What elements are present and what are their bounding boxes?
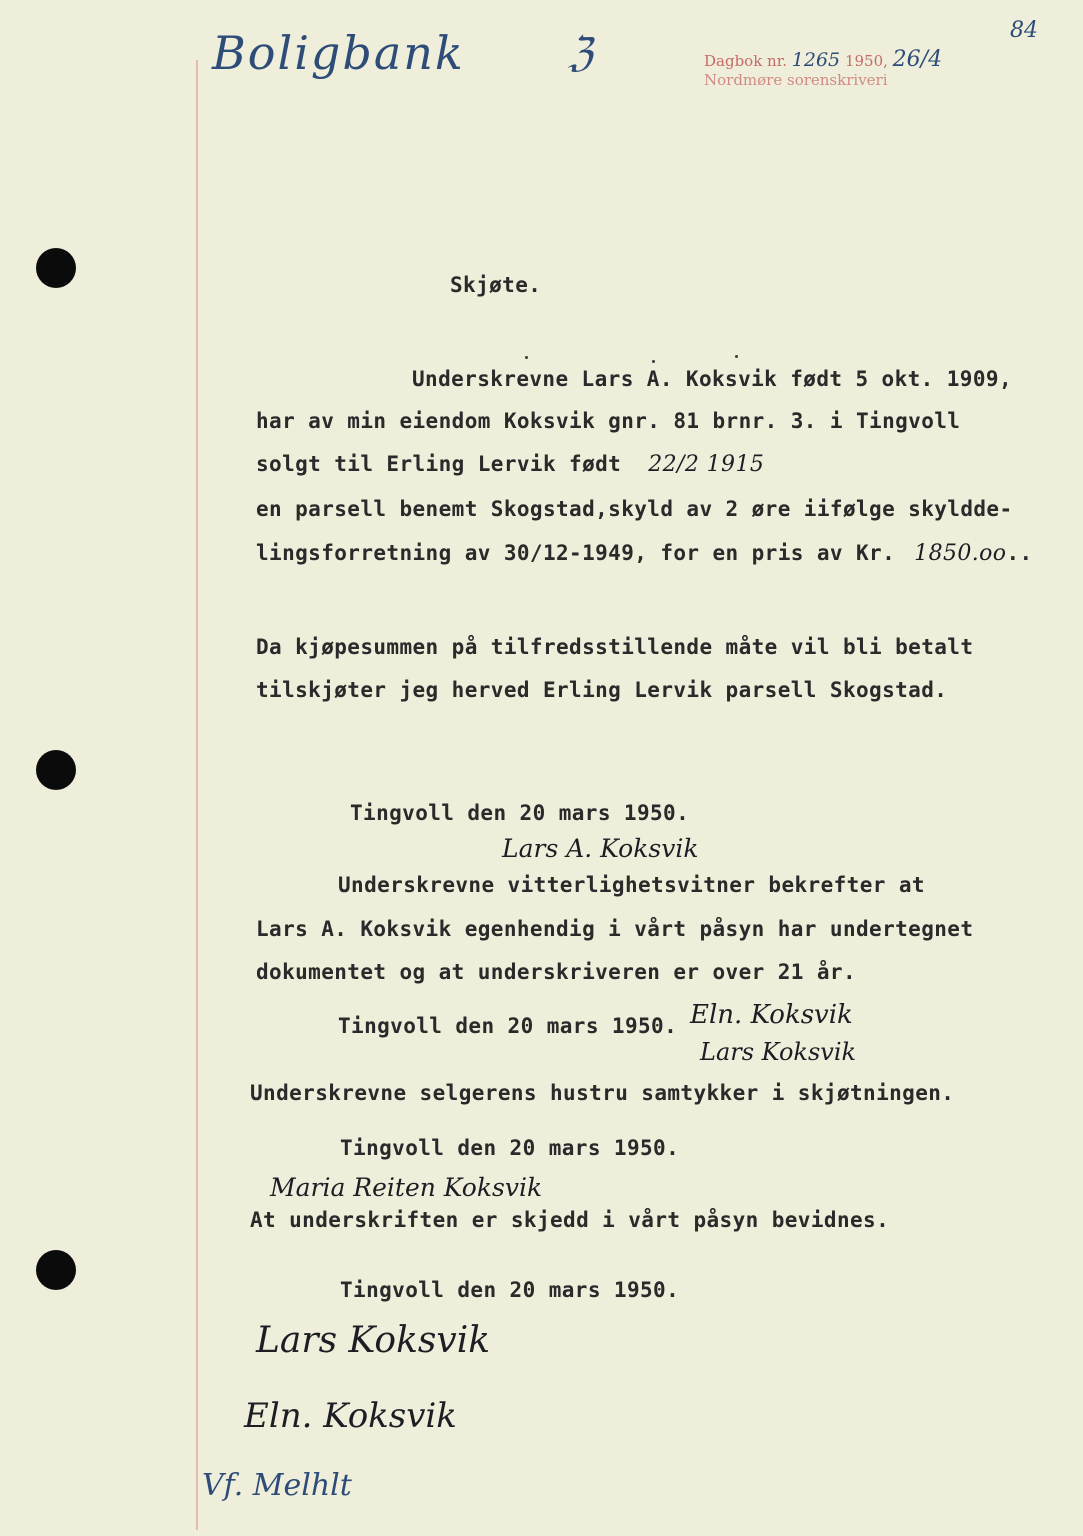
date-line-3: Tingvoll den 20 mars 1950. <box>340 1136 680 1160</box>
spouse-consent-line: Underskrevne selgerens hustru samtykker i skjøtningen. <box>250 1081 955 1105</box>
witness-signature-2: Lars Koksvik <box>700 1038 857 1066</box>
deed-line-7: tilskjøter jeg herved Erling Lervik parsell Skogstad. <box>256 678 948 702</box>
spouse-signature: Maria Reiten Koksvik <box>270 1173 543 1202</box>
deed-line-5-text: lingsforretning av 30/12-1949, for en pris av Kr. <box>256 541 896 565</box>
ink-speck <box>525 356 528 359</box>
stamp-year: 1950, <box>844 52 888 70</box>
deed-line-2: har av min eiendom Koksvik gnr. 81 brnr. 3. i Tingvoll <box>256 409 961 433</box>
price-dots: .. <box>1006 541 1033 565</box>
handwritten-title: Boligbank <box>212 26 465 80</box>
witness-line-2: Lars A. Koksvik egenhendig i vårt påsyn har undertegnet <box>256 917 974 941</box>
stamp-label: Dagbok nr. <box>704 52 788 70</box>
deed-line-4: en parsell benemt Skogstad,skyld av 2 øre iifølge skyldde- <box>256 497 1013 521</box>
bottom-signature-2: Eln. Koksvik <box>244 1396 457 1436</box>
deed-line-3-text: solgt til Erling Lervik født <box>256 452 622 476</box>
witness-line-3: dokumentet og at underskriveren er over 21 år. <box>256 960 856 984</box>
seller-signature: Lars A. Koksvik <box>502 834 699 863</box>
handwritten-price: 1850.oo <box>914 541 1007 566</box>
journal-stamp <box>704 47 943 72</box>
deed-line-5 <box>256 541 1033 566</box>
witness-signature-1: Eln. Koksvik <box>690 1000 853 1030</box>
witness-line-1: Underskrevne vitterlighetsvitner bekrefter at <box>338 873 925 897</box>
date-line-1: Tingvoll den 20 mars 1950. <box>350 801 690 825</box>
red-margin-line <box>196 60 198 1530</box>
punch-hole-middle <box>36 750 76 790</box>
deed-line-1: Underskrevne Lars A. Koksvik født 5 okt. 1909, <box>412 367 1012 391</box>
stamp-number: 1265 <box>791 49 841 71</box>
punch-hole-top <box>36 248 76 288</box>
stamp-office: Nordmøre sorenskriveri <box>704 71 888 89</box>
date-line-2: Tingvoll den 20 mars 1950. <box>338 1014 678 1038</box>
deed-line-3 <box>256 452 764 477</box>
page-number: 84 <box>1010 18 1038 43</box>
clerk-initials: Vf. Melhlt <box>202 1468 352 1503</box>
ink-speck <box>652 360 655 363</box>
attest-line: At underskriften er skjedd i vårt påsyn bevidnes. <box>250 1208 890 1232</box>
handwritten-flourish: ℨ <box>568 30 593 76</box>
deed-title: Skjøte. <box>450 273 542 297</box>
ink-speck <box>735 355 738 358</box>
date-line-4: Tingvoll den 20 mars 1950. <box>340 1278 680 1302</box>
punch-hole-bottom <box>36 1250 76 1290</box>
stamp-date: 26/4 <box>892 47 943 72</box>
deed-line-6: Da kjøpesummen på tilfredsstillende måte vil bli betalt <box>256 635 974 659</box>
bottom-signature-1: Lars Koksvik <box>256 1320 491 1361</box>
handwritten-birthdate: 22/2 1915 <box>648 452 765 477</box>
